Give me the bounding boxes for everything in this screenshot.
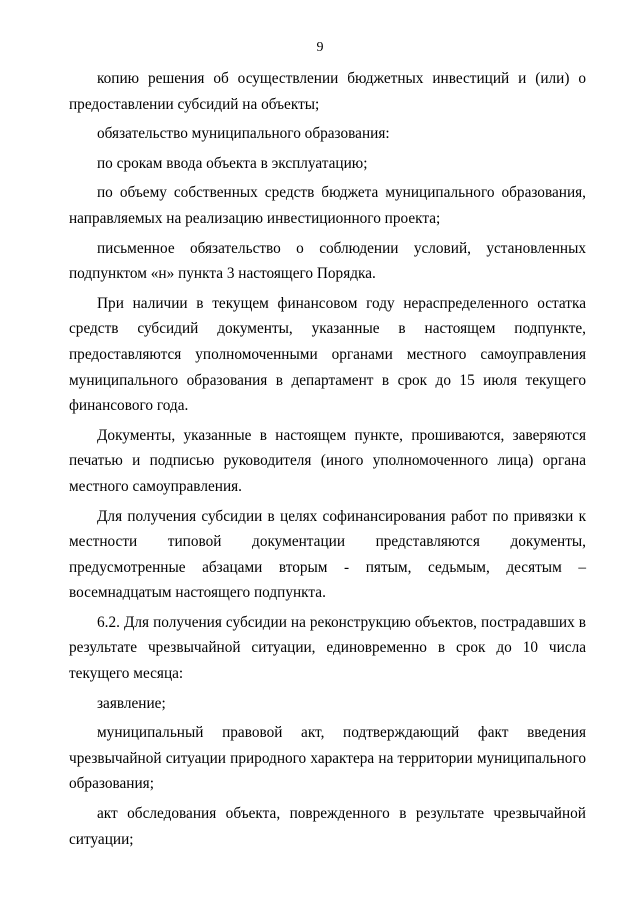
paragraph: обязательство муниципального образования: xyxy=(97,125,390,143)
paragraph: по объему собственных средств бюджета муниципального образования, направляемых на реализацию инвестиционного проекта; xyxy=(69,184,586,227)
paragraph: При наличии в текущем финансовом году нераспределенного остатка средств субсидий документы, указанные в настоящем подпункте, предоставляются уполномоченными органами местного самоуправления муниципального образования в департамент в срок до 15 июля текущего финансового года. xyxy=(69,294,586,415)
paragraph: 6.2. Для получения субсидии на реконструкцию объектов, пострадавших в результате чрезвычайной ситуации, единовременно в срок до 10 числа текущего месяца: xyxy=(69,613,586,683)
paragraph: по срокам ввода объекта в эксплуатацию; xyxy=(97,154,368,172)
paragraph: заявление; xyxy=(97,694,166,712)
paragraph: письменное обязательство о соблюдении условий, установленных подпунктом «н» пункта 3 настоящего Порядка. xyxy=(69,239,586,283)
document-body xyxy=(69,66,586,856)
paragraph: муниципальный правовой акт, подтверждающий факт введения чрезвычайной ситуации природного характера на территории муниципального образования; xyxy=(69,724,586,793)
paragraph: Документы, указанные в настоящем пункте, прошиваются, заверяются печатью и подписью руководителя (иного уполномоченного лица) органа местного самоуправления. xyxy=(69,426,586,495)
paragraph: Для получения субсидии в целях софинансирования работ по привязки к местности типовой документации представляются документы, предусмотренные абзацами вторым - пятым, седьмым, десятым – восемнадцатым настоящего подпункта. xyxy=(69,507,586,602)
page-number: 9 xyxy=(316,40,324,55)
paragraph: копию решения об осуществлении бюджетных инвестиций и (или) о предоставлении субсидий на объекты; xyxy=(69,70,586,113)
paragraph: акт обследования объекта, поврежденного в результате чрезвычайной ситуации; xyxy=(69,805,586,848)
